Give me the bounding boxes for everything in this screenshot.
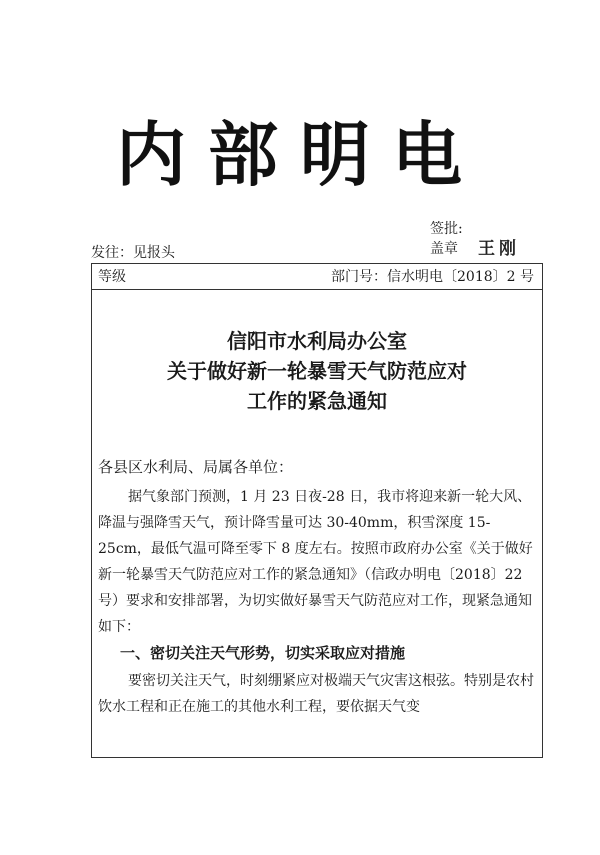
- salutation: 各县区水利局、局属各单位：: [98, 458, 294, 476]
- document-frame: [91, 263, 543, 758]
- document-number: 部门号：信水明电〔2018〕2 号: [331, 269, 534, 285]
- seal-label: 盖章: [430, 241, 458, 257]
- signer-name: 王刚: [478, 239, 520, 259]
- sender-line: 发往：见报头: [91, 245, 175, 261]
- notice-title: [92, 326, 542, 416]
- table-header-row: [92, 264, 542, 290]
- grade-label: 等级: [98, 269, 126, 285]
- paragraph-section-1: 要密切关注天气，时刻绷紧应对极端天气灾害这根弦。特别是农村饮水工程和正在施工的其他水利工程，要依据天气变: [98, 673, 534, 715]
- sign-label: 签批:: [430, 221, 463, 237]
- document-type-title: 内部明电: [116, 113, 484, 196]
- section-heading-1: 一、密切关注天气形势，切实采取应对措施: [120, 644, 406, 662]
- paragraph-forecast: 据气象部门预测，1 月 23 日夜-28 日，我市将迎来新一轮大风、降温与强降雪天气，预计降雪量可达 30-40mm，积雪深度 15-25cm，最低气温可降至零下 8 度左右。按照市政府办公室《关于做好新一轮暴雪天气防范应对工作的紧急通知》（信政办明电〔2018〕22 号）要求和安排部署，为切实做好暴雪天气防范应对工作，现紧急通知如下：: [98, 489, 533, 635]
- notice-title-line-1: 信阳市水利局办公室: [227, 329, 407, 353]
- notice-title-line-3: 工作的紧急通知: [247, 389, 387, 413]
- notice-title-line-2: 关于做好新一轮暴雪天气防范应对: [167, 359, 467, 383]
